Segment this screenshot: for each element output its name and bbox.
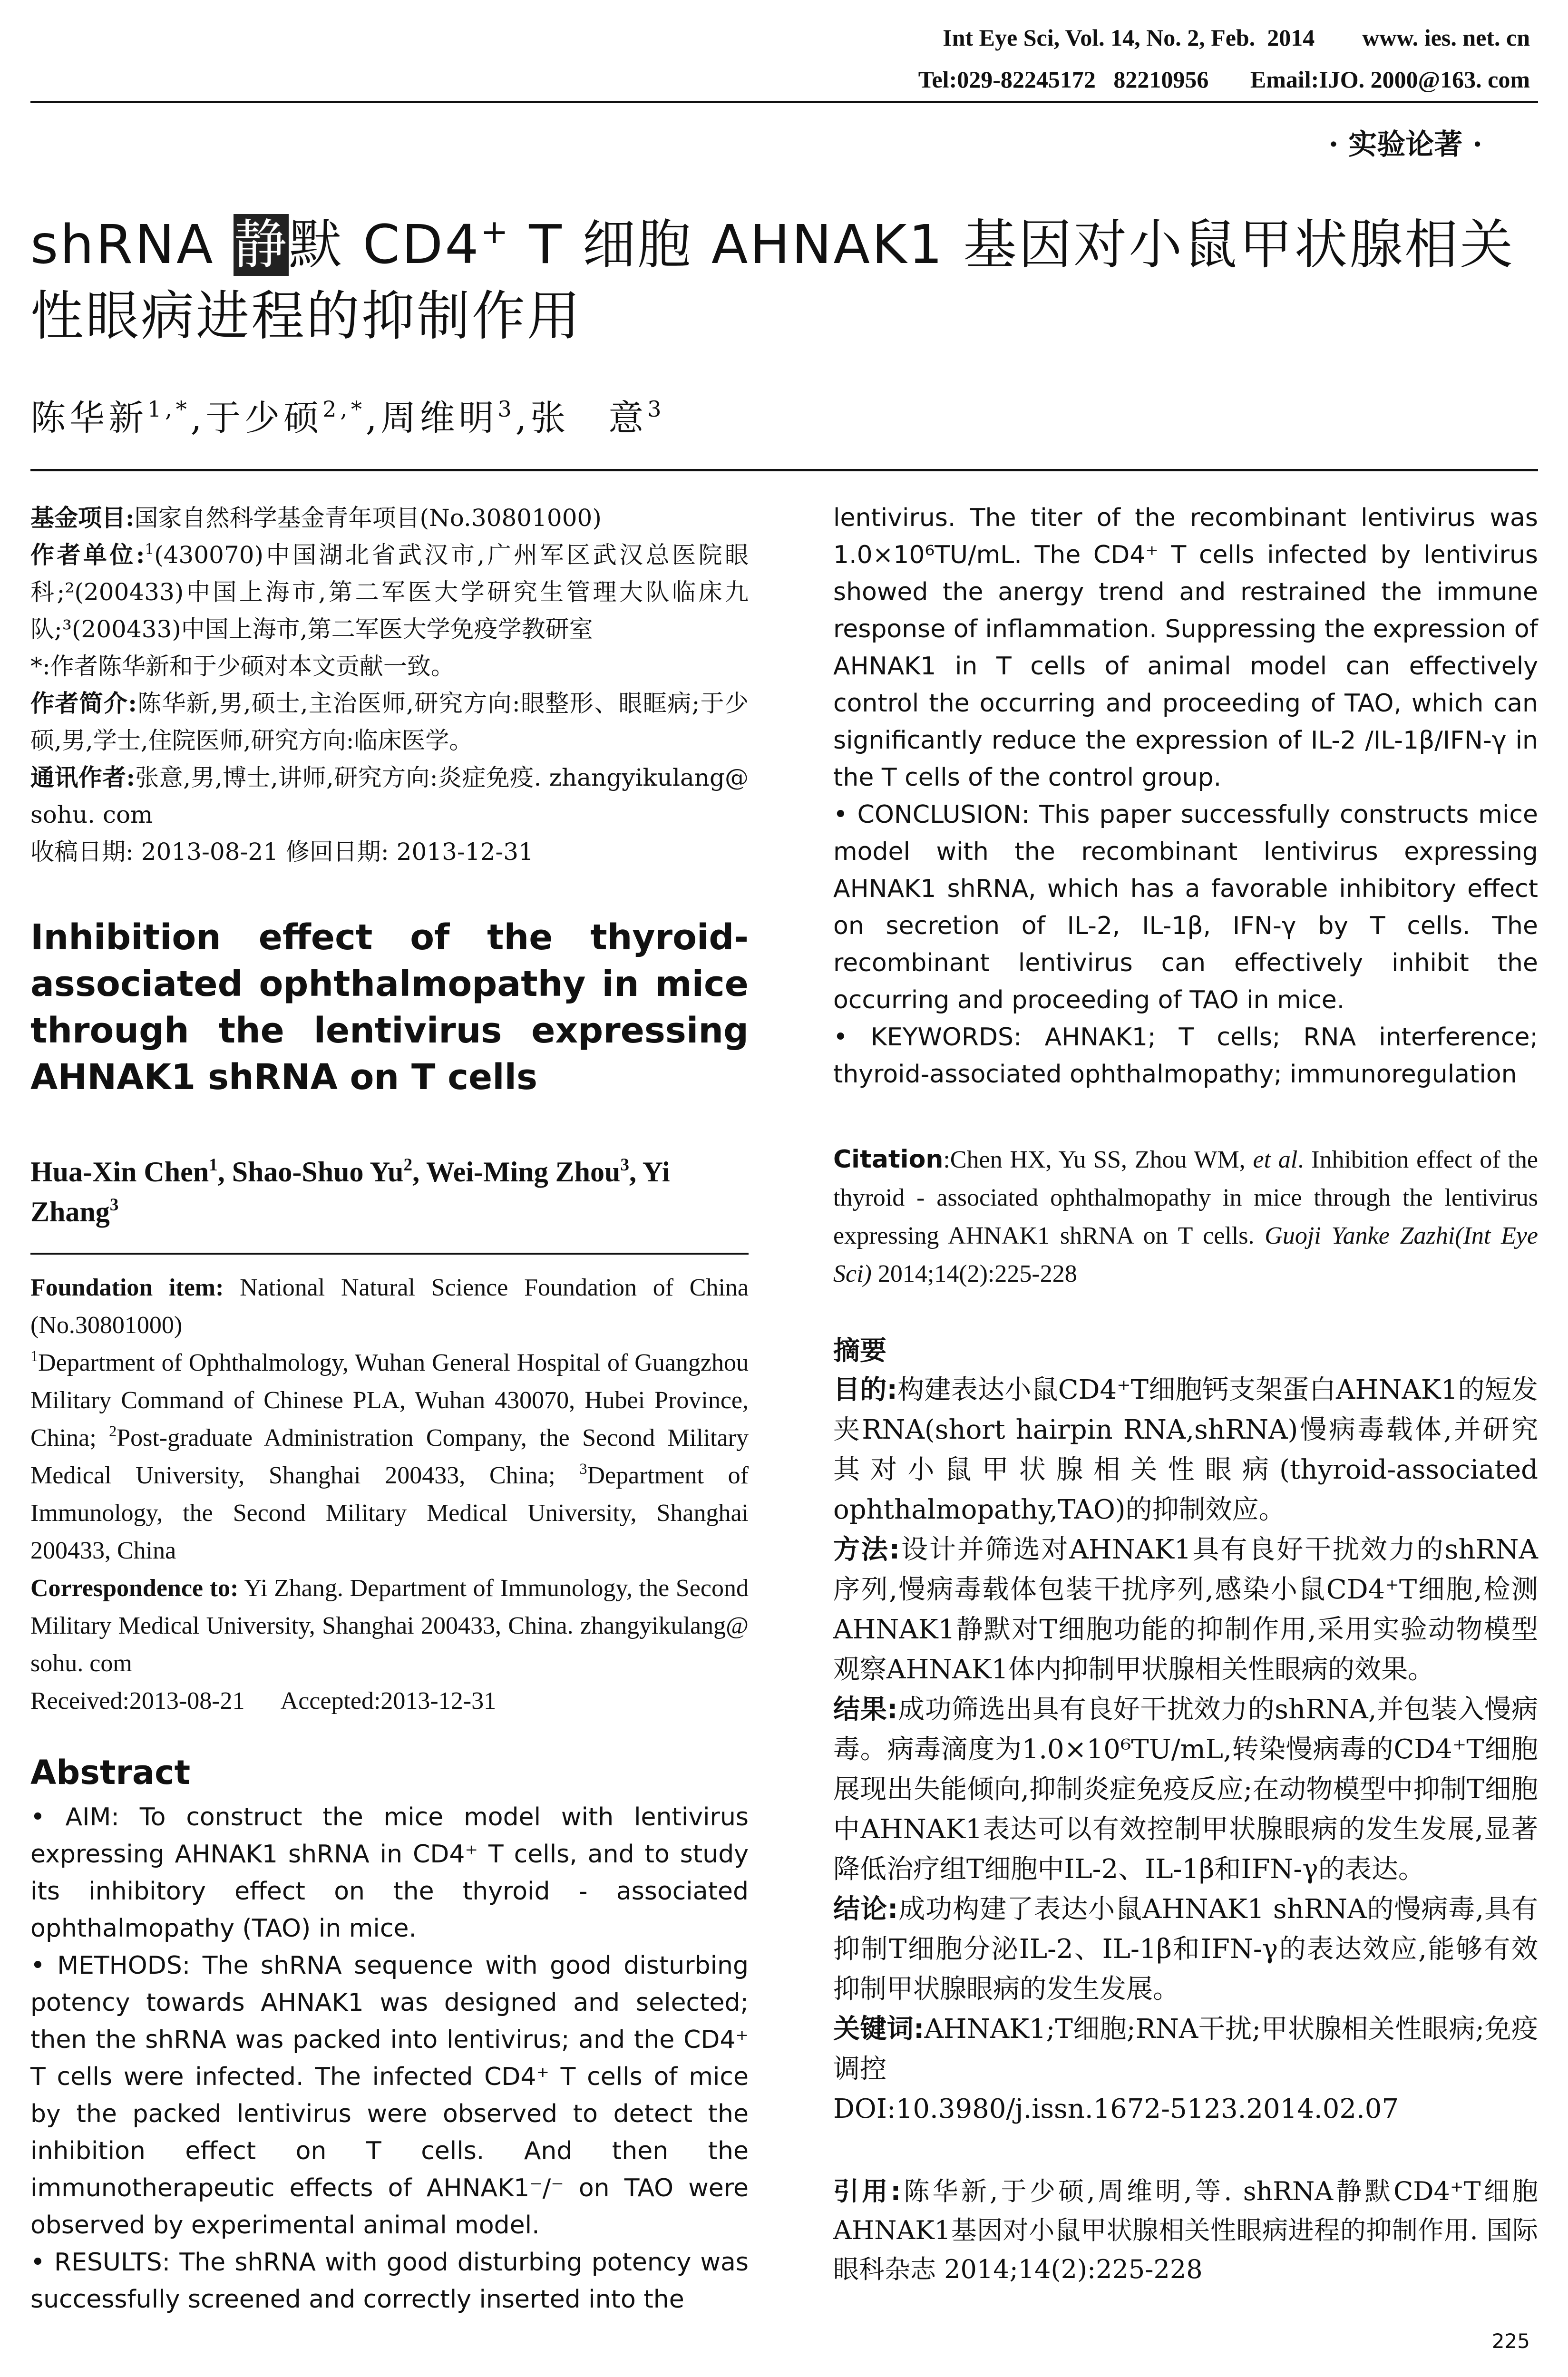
keywords-cn <box>833 2009 1538 2089</box>
citation-journal: Guoji Yanke Zazhi(Int Eye Sci) <box>833 1222 1538 1287</box>
affil-en-2-sup: 2 <box>109 1422 117 1440</box>
contact-header: Tel:029-82245172 82210956 Email:IJO. 2000@163. com <box>918 66 1530 93</box>
aim-cn-label: 目的: <box>833 1374 897 1405</box>
author-cn-1-sup: 1,* <box>147 396 191 422</box>
results-cn <box>833 1690 1538 1890</box>
aim-cn-text: 构建表达小鼠CD4⁺T细胞钙支架蛋白AHNAK1的短发夹RNA(short hairpin RNA,shRNA)慢病毒载体,并研究其对小鼠甲状腺相关性眼病(thyroid-associated ophthalmopathy,TAO)的抑制效应。 <box>833 1374 1539 1525</box>
affil-en-2: Post-graduate Administration Company, the Second Military Medical University, Shanghai 200433, China; <box>30 1424 749 1489</box>
author-cn-4: ,张 意 <box>515 398 648 438</box>
citation-label: Citation <box>833 1145 944 1174</box>
funding-text: 国家自然科学基金青年项目(No.30801000) <box>134 504 602 532</box>
journal-header: Int Eye Sci, Vol. 14, No. 2, Feb. 2014 www. ies. net. cn <box>943 24 1530 51</box>
title-part1: shRNA <box>30 214 234 276</box>
article-title-en: Inhibition effect of the thyroid-associated ophthalmopathy in mice through the lentivirus expressing AHNAK1 shRNA on T cells <box>30 917 749 1098</box>
affil-en-3-sup: 3 <box>579 1460 587 1478</box>
foundation-label: Foundation item: <box>30 1274 224 1301</box>
results-cn-text: 成功筛选出具有良好干扰效力的shRNA,并包装入慢病毒。病毒滴度为1.0×10⁶TU/mL,转染慢病毒的CD4⁺T细胞展现出失能倾向,抑制炎症免疫反应;在动物模型中抑制T细胞中AHNAK1表达可以有效控制甲状腺眼病的发生发展,显著降低治疗组T细胞中IL-2、IL-1β和IFN-γ的表达。 <box>833 1694 1538 1885</box>
author-en-3: , Wei-Ming Zhou <box>412 1156 621 1188</box>
author-cn-2: ,于少硕 <box>190 398 323 438</box>
title-highlight: 静 <box>234 214 289 276</box>
correspondence-en <box>30 1569 749 1682</box>
methods-cn-label: 方法: <box>833 1534 900 1565</box>
aim-cn <box>833 1370 1538 1530</box>
citation-text-3: 2014;14(2):225-228 <box>871 1260 1077 1287</box>
citation-cn-label: 引用: <box>833 2176 901 2206</box>
foundation-en <box>30 1269 749 1344</box>
abstract-heading: Abstract <box>30 1753 191 1792</box>
author-en-1: Hua-Xin Chen <box>30 1156 209 1188</box>
title-rule <box>30 469 1538 471</box>
abstract-methods: • METHODS: The shRNA sequence with good disturbing potency towards AHNAK1 was designed and selected; then the shRNA was packed into lentivirus; and the CD4⁺ T cells were infected. The infected CD4⁺ T cells of mice by the packed lentivirus were observed to detect the inhibition effect on T cells. And then the immunotherapeutic effects of AHNAK1⁻/⁻ on TAO were observed by experimental animal model. <box>30 1951 749 2240</box>
abstract-aim: • AIM: To construct the mice model with lentivirus expressing AHNAK1 shRNA in CD4⁺ T cells, and to study its inhibitory effect on the thyroid - associated ophthalmopathy (TAO) in mice. <box>30 1803 749 1943</box>
left-column <box>30 499 749 2318</box>
correspondence-label: Correspondence to: <box>30 1575 239 1602</box>
abstract-en-left <box>30 1799 749 2318</box>
conclusion-cn <box>833 1890 1538 2009</box>
header-rule <box>30 101 1538 103</box>
bio-text: 陈华新,男,硕士,主治医师,研究方向:眼整形、眼眶病;于少硕,男,学士,住院医师,研究方向:临床医学。 <box>30 690 749 754</box>
correspondence-text: Yi Zhang. Department of Immunology, the Second Military Medical University, Shanghai 200433, China. zhangyikulang@ sohu. com <box>30 1575 749 1677</box>
title-sup: + <box>480 213 510 252</box>
author-en-3-sup: 3 <box>620 1155 629 1175</box>
author-cn-1: 陈华新 <box>30 398 147 438</box>
author-en-1-sup: 1 <box>209 1155 218 1175</box>
bio-label: 作者简介: <box>30 689 137 717</box>
en-front-matter <box>30 1269 749 1720</box>
affil-label: 作者单位: <box>30 541 145 569</box>
abstract-en-right <box>833 499 1538 1093</box>
affiliation-en <box>30 1344 749 1569</box>
corr-text: 张意,男,博士,讲师,研究方向:炎症免疫. zhangyikulang@ sohu. com <box>30 764 749 828</box>
affil-en-1: Department of Ophthalmology, Wuhan General Hospital of Guangzhou Military Command of Chinese PLA, Wuhan 430070, Hubei Province, China; <box>30 1349 749 1452</box>
abstract-cn-heading: 摘要 <box>833 1335 886 1366</box>
citation-en <box>833 1140 1538 1293</box>
received-en: Received:2013-08-21 Accepted:2013-12-31 <box>30 1687 497 1715</box>
author-en-2-sup: 2 <box>403 1155 413 1175</box>
authors-cn <box>30 390 665 440</box>
dates-cn: 收稿日期: 2013-08-21 修回日期: 2013-12-31 <box>30 838 534 866</box>
equal-contribution: *:作者陈华新和于少硕对本文贡献一致。 <box>30 653 455 680</box>
author-cn-2-sup: 2,* <box>322 396 366 422</box>
citation-text-2: . Inhibition effect of the thyroid - associated ophthalmopathy in mice through the lentivirus expressing AHNAK1 shRNA on T cells. <box>833 1146 1538 1249</box>
conclusion-cn-text: 成功构建了表达小鼠AHNAK1 shRNA的慢病毒,具有抑制T细胞分泌IL-2、IL-1β和IFN-γ的表达效应,能够有效抑制甲状腺眼病的发生发展。 <box>833 1894 1538 2005</box>
bio-cn <box>30 685 749 759</box>
abstract-results-cont: lentivirus. The titer of the recombinant lentivirus was 1.0×10⁶TU/mL. The CD4⁺ T cells infected by lentivirus showed the anergy trend and restrained the immune response of inflammation. Suppressing the expression of AHNAK1 in T cells of animal model can effectively control the occurring and proceeding of TAO, which can significantly reduce the expression of IL-2 /IL-1β/IFN-γ in the T cells of the control group. <box>833 504 1538 792</box>
abstract-cn <box>833 1370 1538 2129</box>
title-part3: T 细胞 AHNAK1 基因对小鼠甲状腺相关性眼病进程的抑制作用 <box>30 214 1515 347</box>
foundation-text: National Natural Science Foundation of China (No.30801000) <box>30 1274 749 1339</box>
author-cn-3: ,周维明 <box>365 398 498 438</box>
funding-label: 基金项目: <box>30 504 135 532</box>
affil-en-1-sup: 1 <box>30 1347 39 1365</box>
corr-label: 通讯作者: <box>30 763 135 791</box>
keywords-cn-label: 关键词: <box>833 2014 925 2045</box>
affiliation-cn <box>30 536 749 648</box>
methods-cn-text: 设计并筛选对AHNAK1具有良好干扰效力的shRNA序列,慢病毒载体包装干扰序列,感染小鼠CD4⁺T细胞,检测AHNAK1静默对T细胞功能的抑制作用,采用实验动物模型观察AHNAK1体内抑制甲状腺相关性眼病的效果。 <box>833 1534 1538 1685</box>
citation-cn-text: 陈华新,于少硕,周维明,等. shRNA静默CD4⁺T细胞AHNAK1基因对小鼠甲状腺相关性眼病进程的抑制作用. 国际眼科杂志 2014;14(2):225-228 <box>833 2176 1538 2284</box>
affil-sup: 1 <box>145 540 155 558</box>
page-number: 225 <box>1491 2329 1530 2353</box>
citation-text-1: :Chen HX, Yu SS, Zhou WM, <box>943 1146 1253 1173</box>
en-authors-rule <box>30 1253 749 1255</box>
citation-cn <box>833 2172 1538 2289</box>
affil-text: (430070)中国湖北省武汉市,广州军区武汉总医院眼科;²(200433)中国上海市,第二军医大学研究生管理大队临床九队;³(200433)中国上海市,第二军医大学免疫学教研室 <box>30 541 749 643</box>
keywords-cn-text: AHNAK1;T细胞;RNA干扰;甲状腺相关性眼病;免疫调控 <box>833 2014 1538 2085</box>
title-part2: 默 CD4 <box>289 214 481 276</box>
author-cn-3-sup: 3 <box>497 396 516 422</box>
abstract-results-start: • RESULTS: The shRNA with good disturbing potency was successfully screened and correctly inserted into the <box>30 2248 749 2314</box>
methods-cn <box>833 1530 1538 1690</box>
right-column <box>833 499 1538 2289</box>
cn-front-matter <box>30 499 749 870</box>
results-cn-label: 结果: <box>833 1694 898 1725</box>
abstract-keywords: • KEYWORDS: AHNAK1; T cells; RNA interference; thyroid-associated ophthalmopathy; immunoregulation <box>833 1023 1538 1089</box>
article-title-cn <box>30 209 1538 352</box>
author-en-4: , Yi Zhang <box>30 1156 670 1227</box>
citation-etal: et al <box>1253 1146 1298 1173</box>
section-label: · 实验论著 · <box>1328 128 1482 161</box>
corr-cn <box>30 759 749 833</box>
abstract-conclusion: • CONCLUSION: This paper successfully constructs mice model with the recombinant lentivirus expressing AHNAK1 shRNA, which has a favorable inhibitory effect on secretion of IL-2, IL-1β, IFN-γ by T cells. The recombinant lentivirus can effectively inhibit the occurring and proceeding of TAO in mice. <box>833 800 1538 1014</box>
author-en-2: , Shao-Shuo Yu <box>217 1156 404 1188</box>
authors-en <box>30 1152 749 1232</box>
author-en-4-sup: 3 <box>109 1195 119 1215</box>
doi: DOI:10.3980/j.issn.1672-5123.2014.02.07 <box>833 2094 1399 2124</box>
affil-en-3: Department of Immunology, the Second Military Medical University, Shanghai 200433, China <box>30 1462 749 1564</box>
author-cn-4-sup: 3 <box>647 396 665 422</box>
conclusion-cn-label: 结论: <box>833 1894 898 1925</box>
funding-cn <box>30 499 749 536</box>
